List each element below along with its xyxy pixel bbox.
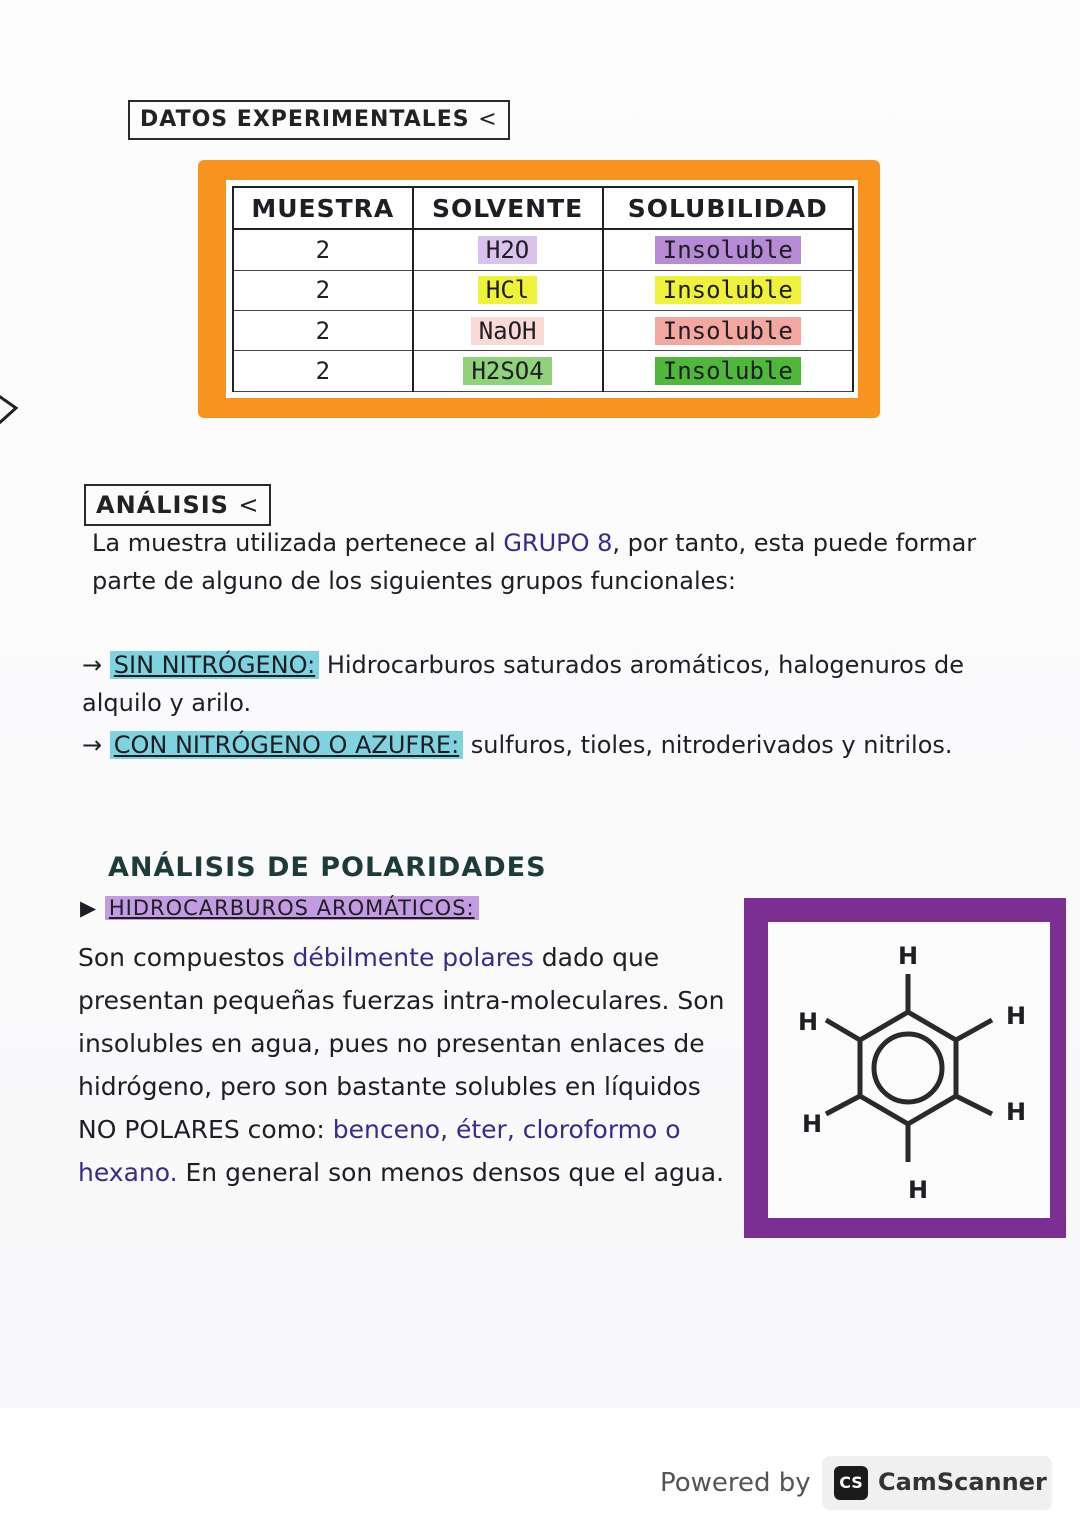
arrow-right-icon: → <box>82 651 103 679</box>
solubilidad-cell <box>603 310 853 350</box>
camscanner-logo-icon: CS <box>834 1466 868 1500</box>
solubilidad-cell <box>603 270 853 310</box>
muestra-cell: 2 <box>233 310 413 350</box>
hydrogen-label: H <box>907 1176 929 1204</box>
table-row <box>233 229 853 270</box>
bullet-label: SIN NITRÓGENO: <box>110 651 319 679</box>
analysis-intro-text-2: , por tanto, esta puede formar parte de alguno de los siguientes grupos funcionales: <box>92 529 977 595</box>
heading-arrow-icon: < <box>238 491 260 519</box>
paragraph-text: Son compuestos <box>78 943 285 972</box>
hydrogen-label: H <box>1005 1098 1027 1126</box>
solvente-value: NaOH <box>471 317 545 345</box>
powered-by-text: Powered by <box>660 1468 811 1498</box>
experimental-heading-text: DATOS EXPERIMENTALES <box>140 107 470 132</box>
column-header: SOLUBILIDAD <box>603 187 853 229</box>
paragraph-emphasis: débilmente polares <box>292 943 534 972</box>
column-header: SOLVENTE <box>413 187 603 229</box>
solvente-cell <box>413 351 603 392</box>
bullet-text: Hidrocarburos saturados aromáticos, halogenuros de alquilo y arilo. <box>82 651 964 717</box>
bullet-con-nitrogeno <box>82 726 1002 764</box>
solvente-cell <box>413 310 603 350</box>
polarity-heading: ANÁLISIS DE POLARIDADES <box>108 852 547 883</box>
camscanner-badge[interactable] <box>822 1456 1052 1510</box>
polarity-paragraph <box>78 936 728 1194</box>
muestra-cell: 2 <box>233 229 413 270</box>
solvente-cell <box>413 270 603 310</box>
table-row <box>233 310 853 350</box>
triangle-bullet-icon: ▶ <box>80 896 98 920</box>
solubilidad-cell <box>603 351 853 392</box>
experimental-heading <box>128 100 510 140</box>
hydrogen-label: H <box>897 942 919 970</box>
solvente-value: HCl <box>478 276 537 304</box>
muestra-cell: 2 <box>233 351 413 392</box>
solubility-table <box>232 186 854 392</box>
solvente-value: H2O <box>478 236 537 264</box>
solubilidad-value: Insoluble <box>655 236 801 264</box>
paragraph-emphasis: benceno, éter, cloroformo o hexano. <box>78 1115 681 1187</box>
bullet-label: CON NITRÓGENO O AZUFRE: <box>110 731 463 759</box>
solubilidad-cell <box>603 229 853 270</box>
hydrogen-label: H <box>797 1008 819 1036</box>
paragraph-text: dado que presentan pequeñas fuerzas intra-moleculares. Son insolubles en agua, pues no presentan enlaces de hidrógeno, pero son bastante solubles en líquidos NO POLARES como: <box>78 943 725 1144</box>
benzene-structure-icon <box>768 922 1050 1218</box>
arrow-right-icon: → <box>82 731 103 759</box>
analysis-intro-text: La muestra utilizada pertenece al <box>92 529 496 557</box>
heading-arrow-icon: < <box>478 107 498 132</box>
paragraph-text: En general son menos densos que el agua. <box>185 1158 725 1187</box>
grupo-label: GRUPO 8 <box>503 529 613 557</box>
analysis-heading <box>84 484 271 526</box>
solvente-cell <box>413 229 603 270</box>
camscanner-brand: CamScanner <box>878 1468 1047 1496</box>
analysis-intro <box>92 524 1002 600</box>
table-header-row <box>233 187 853 229</box>
solubilidad-value: Insoluble <box>655 317 801 345</box>
hydrogen-label: H <box>801 1110 823 1138</box>
analysis-heading-text: ANÁLISIS <box>96 491 229 519</box>
column-header: MUESTRA <box>233 187 413 229</box>
muestra-cell: 2 <box>233 270 413 310</box>
solvente-value: H2SO4 <box>463 357 551 385</box>
hydrogen-label: H <box>1005 1002 1027 1030</box>
solubilidad-value: Insoluble <box>655 357 801 385</box>
table-row <box>233 270 853 310</box>
bullet-sin-nitrogeno <box>82 646 1002 722</box>
subheading-text: HIDROCARBUROS AROMÁTICOS: <box>105 896 479 920</box>
margin-mark <box>0 392 20 432</box>
solubilidad-value: Insoluble <box>655 276 801 304</box>
table-row <box>233 351 853 392</box>
bullet-text: sulfuros, tioles, nitroderivados y nitrilos. <box>470 731 953 759</box>
polarity-subheading <box>80 896 479 920</box>
